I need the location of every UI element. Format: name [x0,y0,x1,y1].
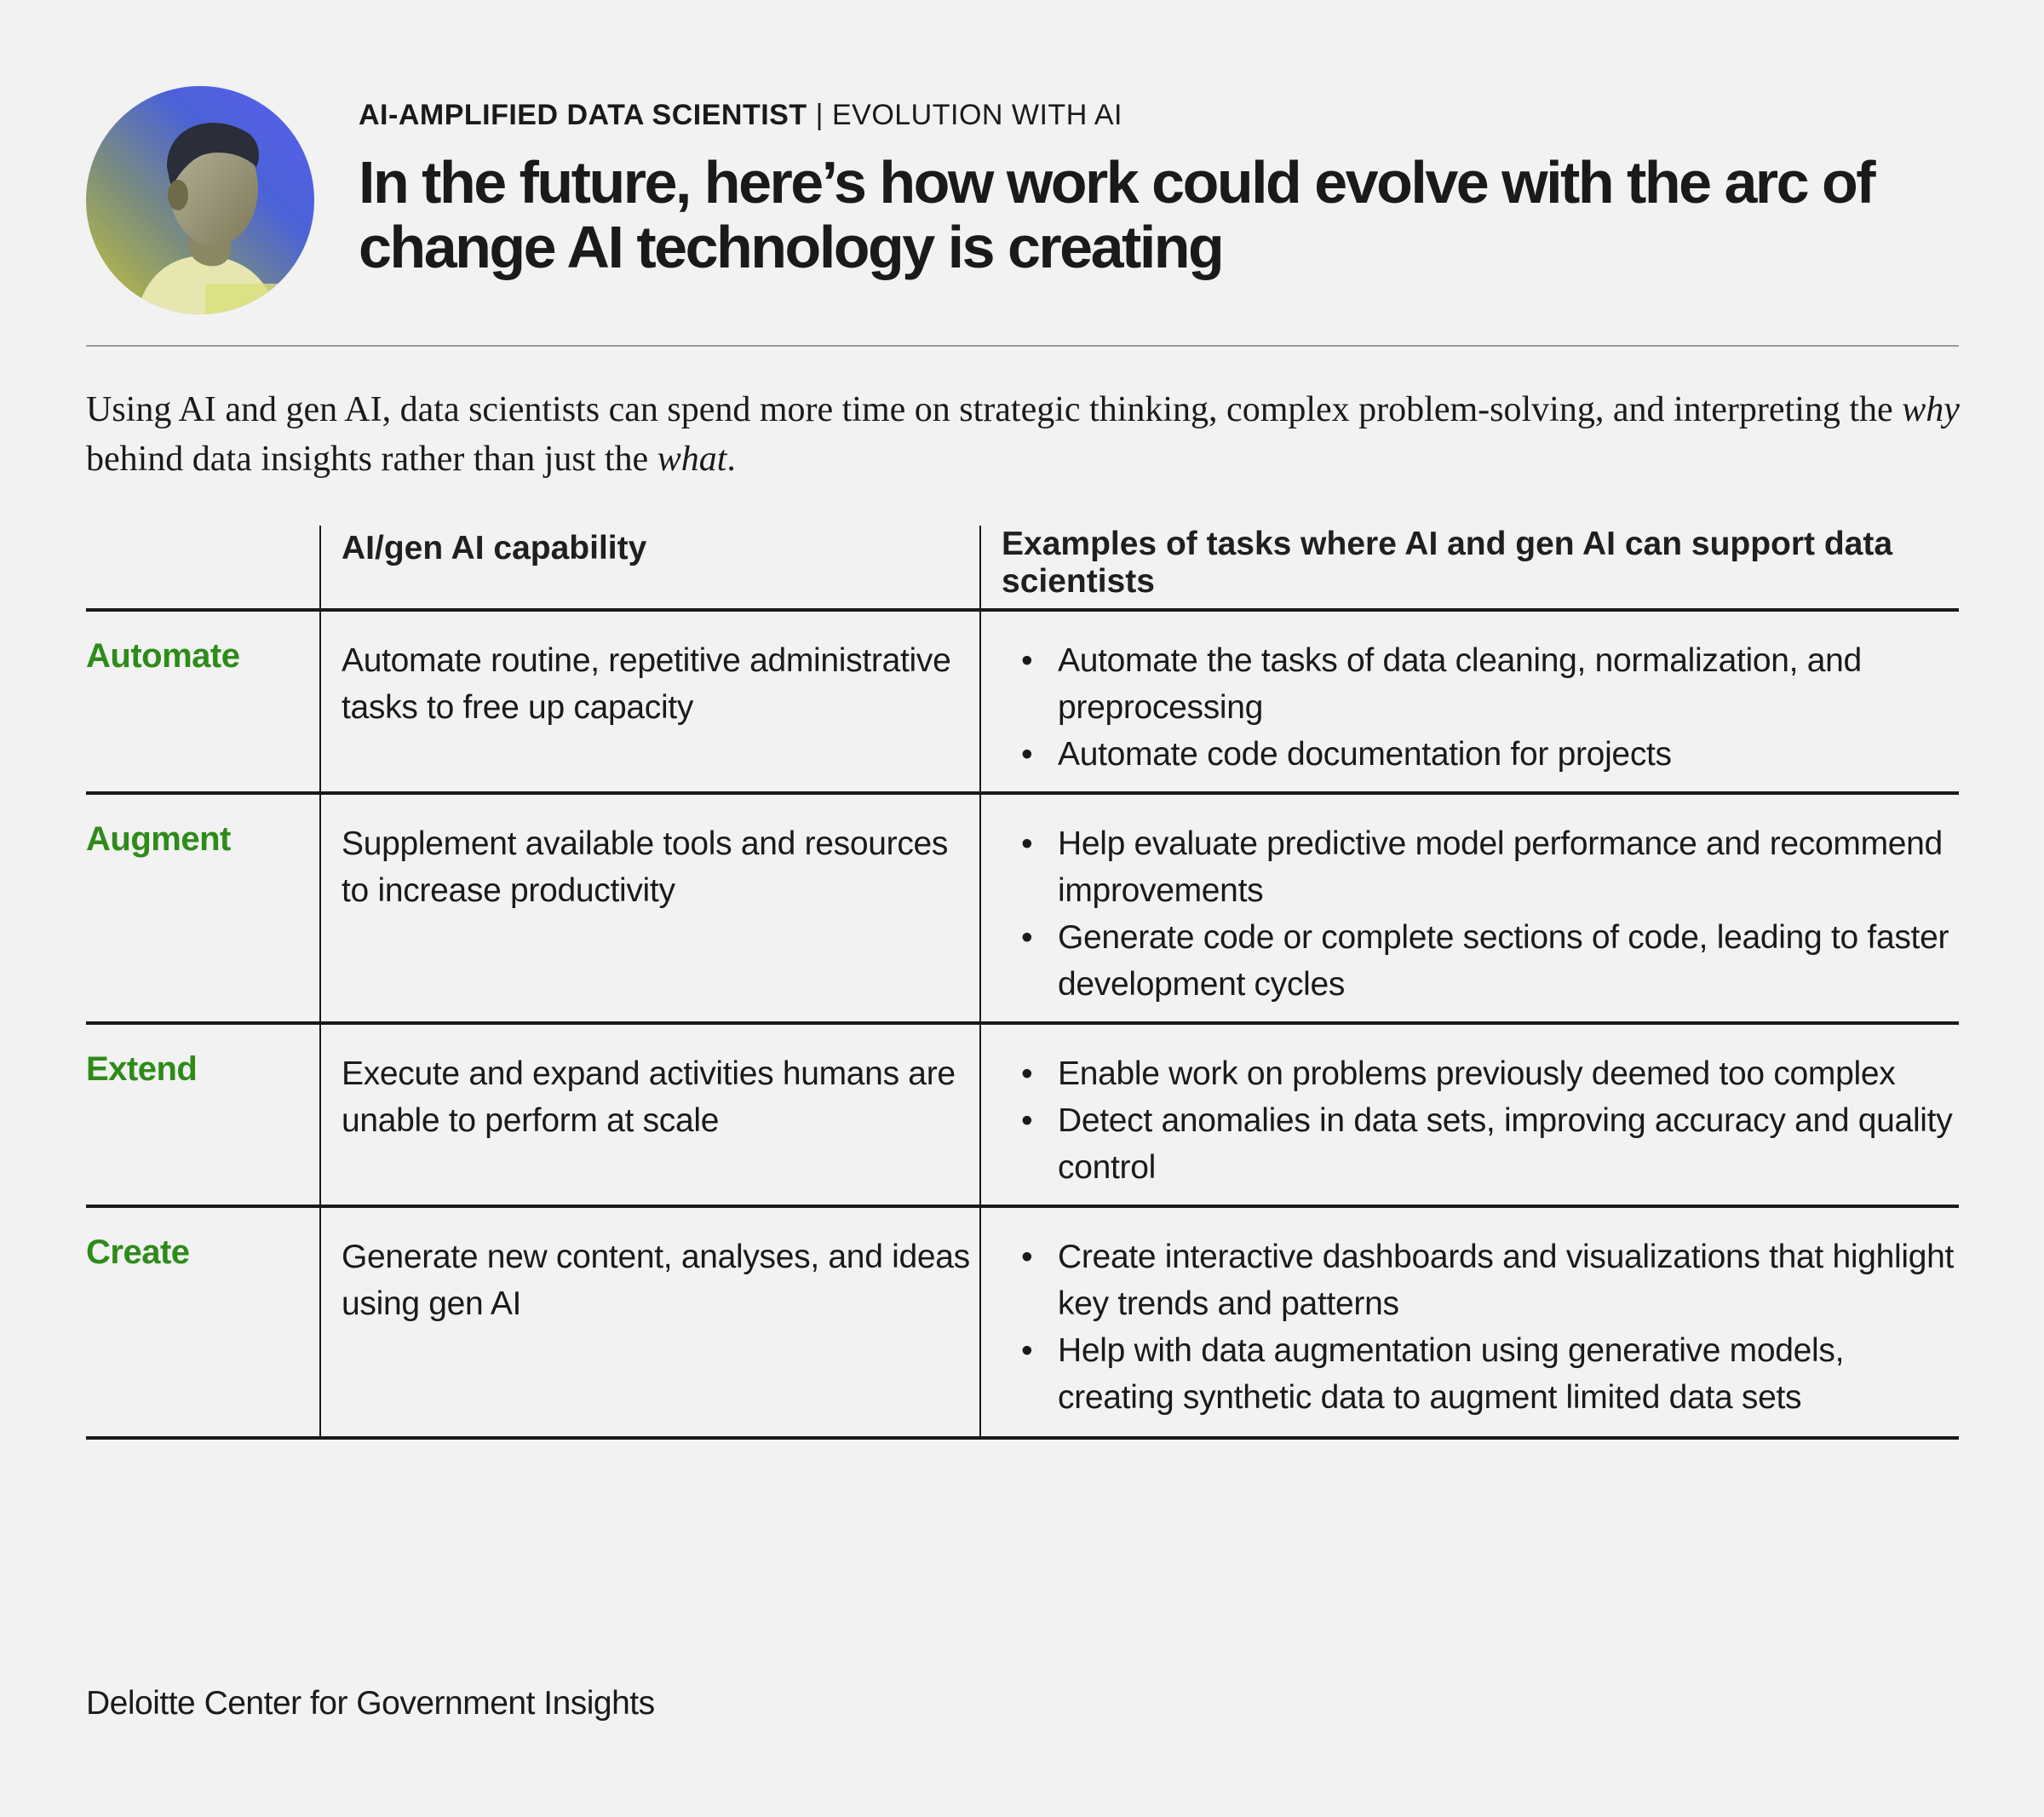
column-header-capability: AI/gen AI capability [342,530,647,566]
capability-extend: Execute and expand activities humans are unable to perform at scale [342,1055,956,1139]
header-row-rule [86,608,1959,612]
list-item: • Enable work on problems previously deemed too complex [1021,1050,1958,1097]
list-item: • Help evaluate predictive model performance and recommend improvements [1021,820,1958,914]
section-kicker [359,99,1122,132]
row-label-extend: Extend [86,1050,198,1088]
portrait-photo-icon [86,86,314,314]
column-divider-1 [319,526,321,1440]
row-label-augment: Augment [86,820,231,858]
list-item: • Generate code or complete sections of code, leading to faster development cycles [1021,914,1958,1008]
list-item: • Automate code documentation for projects [1021,731,1958,778]
row-rule-2 [86,1021,1959,1025]
row-rule-3 [86,1205,1959,1208]
column-divider-2 [979,526,981,1440]
kicker-topic: EVOLUTION WITH AI [831,99,1122,131]
kicker-series: AI-AMPLIFIED DATA SCIENTIST [359,99,807,131]
capability-create: Generate new content, analyses, and ideas using gen AI [342,1239,970,1322]
kicker-separator: | [815,99,824,131]
portrait-avatar [86,86,314,314]
intro-text-1: Using AI and gen AI, data scientists can spend more time on strategic thinking, complex problem-solving, and interpreting the [86,390,1903,429]
list-item: • Help with data augmentation using generative models, creating synthetic data to augment limited data sets [1021,1327,1958,1421]
intro-text-2: behind data insights rather than just the [86,440,657,479]
list-item: • Detect anomalies in data sets, improving accuracy and quality control [1021,1097,1958,1191]
column-header-examples: Examples of tasks where AI and gen AI can support data scientists [1002,526,1893,600]
page-title: In the future, here’s how work could evolve with the arc of change AI technology is creating [359,149,1875,280]
row-label-automate: Automate [86,637,240,675]
examples-augment [1021,820,1958,1008]
examples-extend [1021,1050,1958,1191]
capability-augment: Supplement available tools and resources to increase productivity [342,825,949,909]
examples-create [1021,1233,1958,1421]
table-bottom-rule [86,1436,1959,1440]
intro-text-3: . [726,440,736,479]
source-credit: Deloitte Center for Government Insights [86,1685,655,1722]
examples-automate [1021,637,1958,778]
row-label-create: Create [86,1233,190,1271]
intro-what: what [657,440,727,479]
intro-why: why [1902,390,1960,429]
list-item: • Create interactive dashboards and visualizations that highlight key trends and patterns [1021,1233,1958,1327]
row-rule-1 [86,791,1959,795]
intro-paragraph [86,385,1960,484]
capability-automate: Automate routine, repetitive administrative tasks to free up capacity [342,642,951,726]
list-item: • Automate the tasks of data cleaning, normalization, and preprocessing [1021,637,1958,731]
header-divider [86,345,1959,347]
